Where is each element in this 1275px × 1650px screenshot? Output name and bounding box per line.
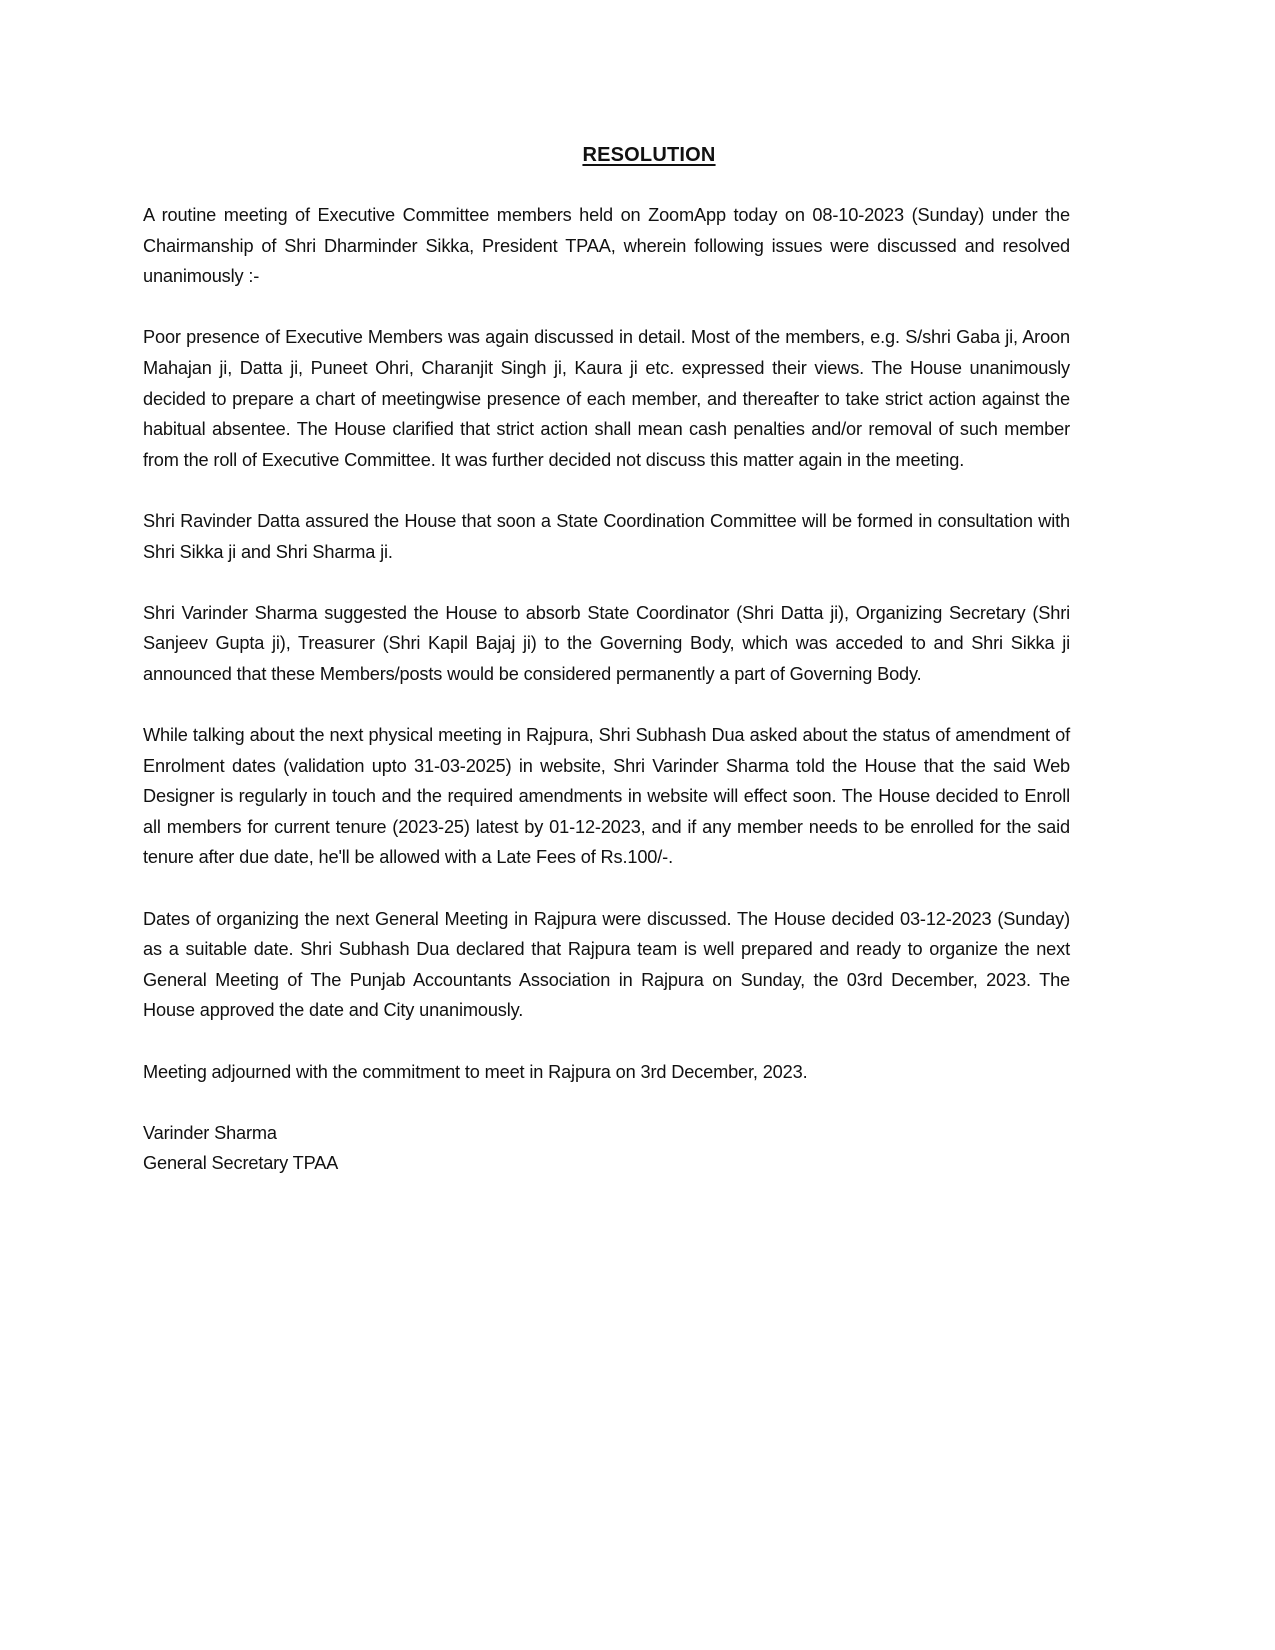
document-title: RESOLUTION <box>582 144 716 166</box>
paragraph-attendance-issue: Poor presence of Executive Members was again discussed in detail. Most of the members, e.g. S/shri Gaba ji, Aroon Mahajan ji, Datta ji, Puneet Ohri, Charanjit Singh ji, Kaura ji etc. expressed their views. The House unanimously decided to prepare a chart of meetingwise presence of each member, and thereafter to take strict action against the habitual absentee. The House clarified that strict action shall mean cash penalties and/or removal of such member from the roll of Executive Committee. It was further decided not discuss this matter again in the meeting. <box>143 327 1070 470</box>
paragraph-coordination-committee: Shri Ravinder Datta assured the House that soon a State Coordination Committee will be formed in consultation with Shri Sikka ji and Shri Sharma ji. <box>143 510 1070 562</box>
signatory-designation: General Secretary TPAA <box>143 1153 339 1174</box>
signatory-name: Varinder Sharma <box>143 1122 277 1143</box>
paragraph-general-meeting-date: Dates of organizing the next General Meeting in Rajpura were discussed. The House decided 03-12-2023 (Sunday) as a suitable date. Shri Subhash Dua declared that Rajpura team is well prepared and ready to organize the next General Meeting of The Punjab Accountants Association in Rajpura on Sunday, the 03rd December, 2023. The House approved the date and City unanimously. <box>143 908 1070 1021</box>
paragraph-enrolment: While talking about the next physical meeting in Rajpura, Shri Subhash Dua asked about the status of amendment of Enrolment dates (validation upto 31-03-2025) in website, Shri Varinder Sharma told the House that the said Web Designer is regularly in touch and the required amendments in website will effect soon. The House decided to Enroll all members for current tenure (2023-25) latest by 01-12-2023, and if any member needs to be enrolled for the said tenure after due date, he'll be allowed with a Late Fees of Rs.100/-. <box>143 725 1070 868</box>
resolution-document <box>143 140 1070 1179</box>
paragraph-adjournment: Meeting adjourned with the commitment to meet in Rajpura on 3rd December, 2023. <box>143 1061 808 1082</box>
signature-block <box>143 1118 1070 1179</box>
paragraph-meeting-intro: A routine meeting of Executive Committee members held on ZoomApp today on 08-10-2023 (Sunday) under the Chairmanship of Shri Dharminder Sikka, President TPAA, wherein following issues were discussed and resolved unanimously :- <box>143 205 1070 287</box>
paragraph-governing-body: Shri Varinder Sharma suggested the House to absorb State Coordinator (Shri Datta ji), Organizing Secretary (Shri Sanjeev Gupta ji), Treasurer (Shri Kapil Bajaj ji) to the Governing Body, which was acceded to and Shri Sikka ji announced that these Members/posts would be considered permanently a part of Governing Body. <box>143 602 1070 684</box>
